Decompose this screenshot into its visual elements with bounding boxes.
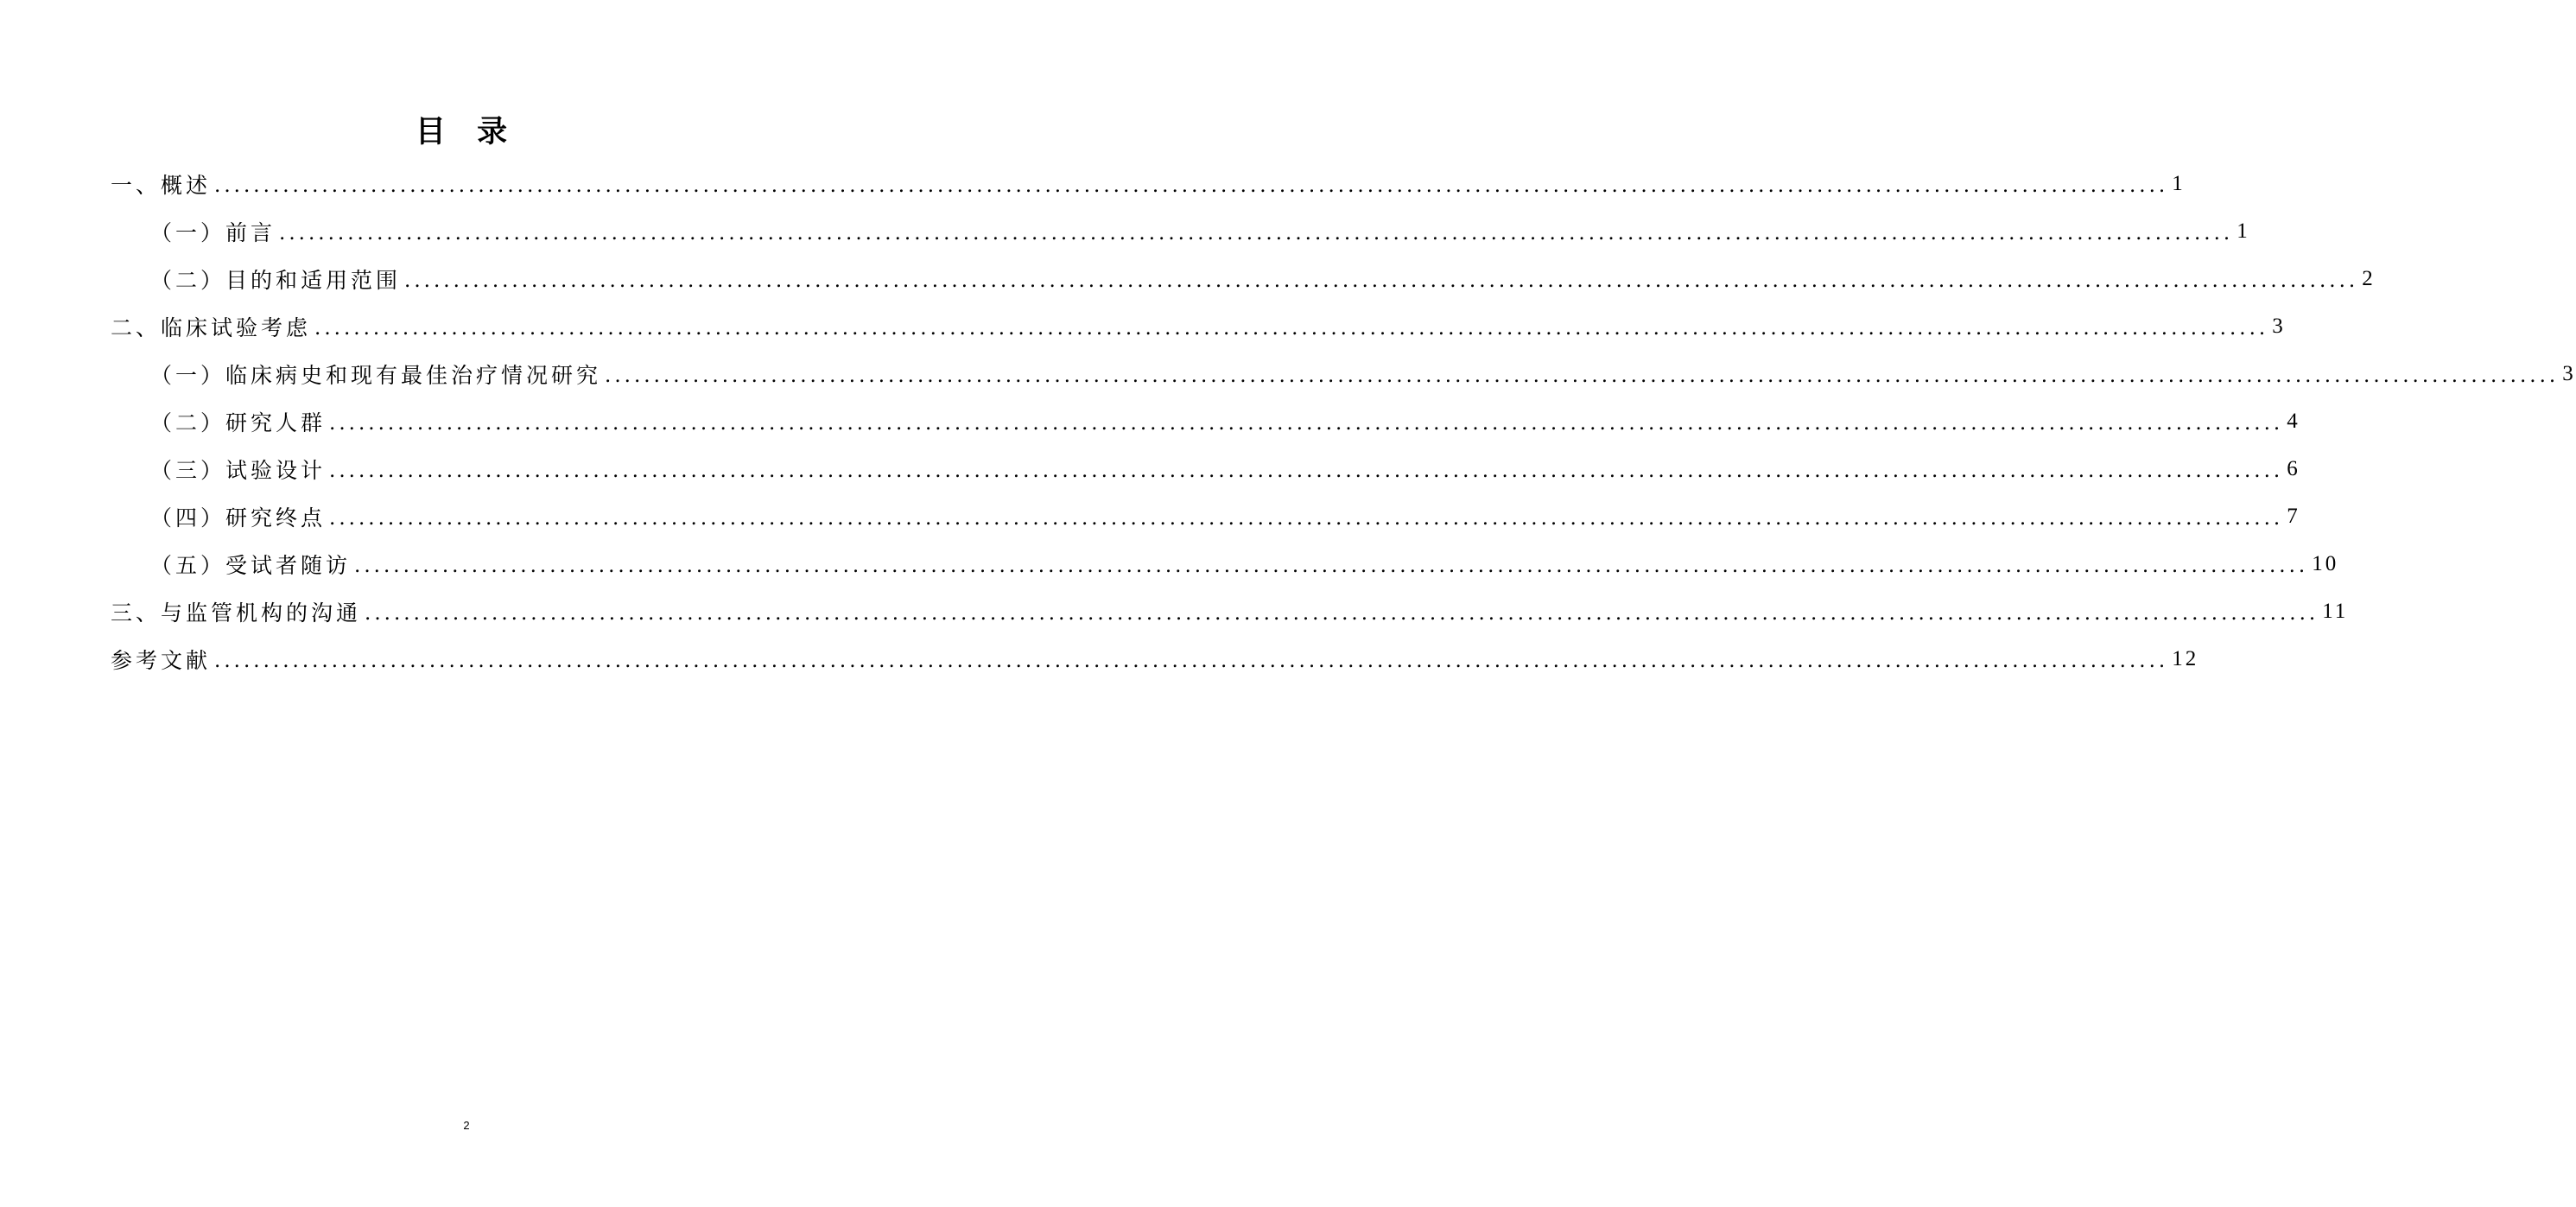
- toc-entry-label: （五）受试者随访: [150, 552, 352, 578]
- toc-entry-page: 3: [2272, 314, 2286, 338]
- toc-entry-purpose-scope[interactable]: [111, 255, 2376, 302]
- toc-entry-label: 三、与监管机构的沟通: [111, 600, 362, 626]
- toc-entry-page: 3: [2562, 361, 2576, 385]
- toc-entry-page: 1: [2172, 171, 2186, 195]
- toc-dot-leader: ........................................................................................................................................................................................................: [214, 649, 2169, 672]
- page-number: 2: [463, 1119, 470, 1132]
- toc-entry-label: （一）临床病史和现有最佳治疗情况研究: [150, 362, 602, 388]
- toc-dot-leader: ........................................................................................................................................................................................................: [329, 506, 2284, 530]
- toc-entry-label: （一）前言: [150, 219, 276, 245]
- toc-entry-label: 参考文献: [111, 647, 212, 673]
- toc-entry-page: 11: [2322, 599, 2349, 623]
- toc-dot-leader: ........................................................................................................................................................................................................: [329, 411, 2284, 435]
- toc-dot-leader: ........................................................................................................................................................................................................: [365, 601, 2319, 625]
- toc-entry-trial-design[interactable]: [111, 445, 2300, 492]
- toc-entry-clinical-trial-considerations[interactable]: [111, 302, 2286, 350]
- toc-entry-label: （二）目的和适用范围: [150, 267, 402, 293]
- toc-entry-references[interactable]: [111, 635, 2199, 683]
- toc-entry-page: 12: [2172, 646, 2199, 670]
- toc-dot-leader: ........................................................................................................................................................................................................: [605, 364, 2560, 387]
- toc-entry-page: 2: [2362, 266, 2376, 290]
- toc-entry-page: 10: [2312, 551, 2339, 575]
- toc-entry-page: 7: [2287, 504, 2300, 528]
- table-of-contents: [111, 160, 2576, 683]
- toc-dot-leader: ........................................................................................................................................................................................................: [279, 221, 2234, 245]
- toc-dot-leader: ........................................................................................................................................................................................................: [329, 459, 2284, 482]
- toc-entry-label: （二）研究人群: [150, 410, 327, 435]
- toc-dot-leader: ........................................................................................................................................................................................................: [354, 554, 2309, 577]
- toc-entry-subject-followup[interactable]: [111, 540, 2339, 588]
- toc-entry-history-study[interactable]: [111, 350, 2576, 397]
- toc-entry-label: 二、临床试验考虑: [111, 314, 312, 340]
- toc-entry-study-population[interactable]: [111, 397, 2300, 445]
- toc-entry-preface[interactable]: [111, 207, 2250, 255]
- toc-entry-study-endpoints[interactable]: [111, 492, 2300, 540]
- toc-dot-leader: ........................................................................................................................................................................................................: [214, 174, 2169, 197]
- toc-dot-leader: ........................................................................................................................................................................................................: [314, 316, 2269, 340]
- toc-entry-regulatory-communication[interactable]: [111, 588, 2349, 635]
- toc-entry-label: （三）试验设计: [150, 457, 327, 483]
- toc-entry-overview[interactable]: [111, 160, 2186, 207]
- toc-entry-page: 1: [2237, 219, 2250, 243]
- toc-dot-leader: ........................................................................................................................................................................................................: [404, 269, 2359, 292]
- toc-title: 目 录: [415, 115, 518, 149]
- toc-entry-page: 6: [2287, 456, 2300, 480]
- toc-entry-label: （四）研究终点: [150, 505, 327, 530]
- toc-entry-label: 一、概述: [111, 172, 212, 198]
- toc-entry-page: 4: [2287, 409, 2300, 433]
